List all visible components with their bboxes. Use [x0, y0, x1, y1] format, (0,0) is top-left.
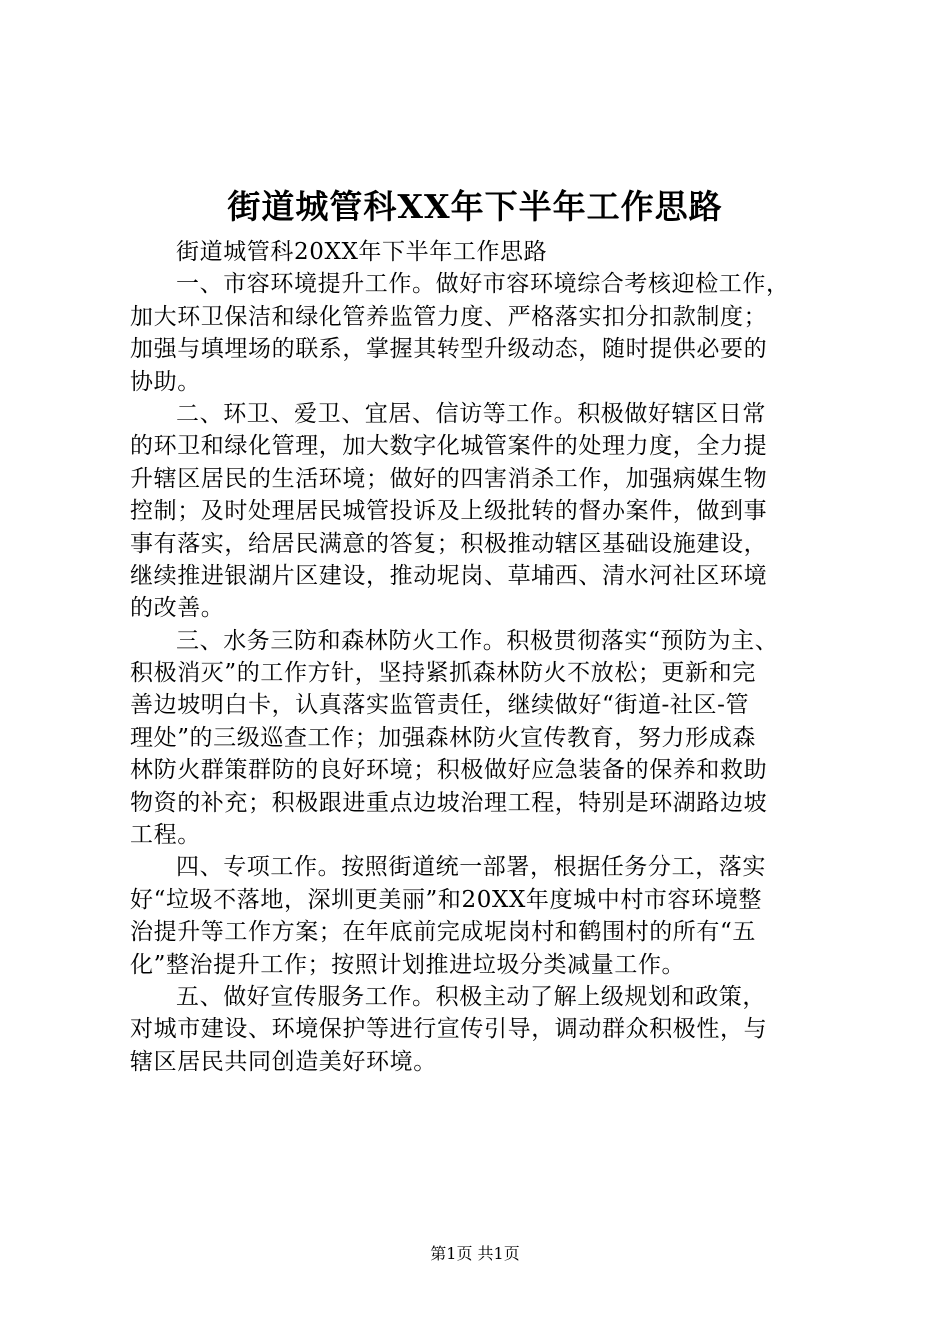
- body-line: 治提升等工作方案；在年底前完成坭岗村和鹤围村的所有“五: [130, 919, 756, 946]
- body-line: 积极消灭”的工作方针，坚持紧抓森林防火不放松；更新和完: [130, 660, 756, 687]
- body-line: 的改善。: [130, 595, 225, 622]
- document-body: [130, 236, 830, 1078]
- body-line: 善边坡明白卡，认真落实监管责任，继续做好“街道-社区-管: [130, 692, 750, 719]
- body-line: 三、水务三防和森林防火工作。积极贯彻落实“预防为主、: [176, 627, 779, 654]
- body-line: 物资的补充；积极跟进重点边坡治理工程，特别是环湖路边坡: [130, 789, 768, 816]
- body-line: 事有落实，给居民满意的答复；积极推动辖区基础设施建设，: [130, 530, 768, 557]
- document-title: 街道城管科XX年下半年工作思路: [227, 187, 723, 226]
- body-line: 加大环卫保洁和绿化管养监管力度、严格落实扣分扣款制度；: [130, 303, 768, 330]
- body-line: 升辖区居民的生活环境；做好的四害消杀工作，加强病媒生物: [130, 465, 768, 492]
- body-line: 理处”的三级巡查工作；加强森林防火宣传教育，努力形成森: [130, 724, 756, 751]
- body-line: 协助。: [130, 368, 201, 395]
- body-line: 加强与填埋场的联系，掌握其转型升级动态，随时提供必要的: [130, 336, 768, 363]
- body-line: 街道城管科20XX年下半年工作思路: [176, 239, 548, 265]
- body-line: 二、环卫、爱卫、宜居、信访等工作。积极做好辖区日常: [176, 400, 766, 427]
- body-line: 化”整治提升工作；按照计划推进垃圾分类减量工作。: [130, 951, 686, 978]
- body-line: 一、市容环境提升工作。做好市容环境综合考核迎检工作，: [176, 271, 790, 298]
- body-line: 控制；及时处理居民城管投诉及上级批转的督办案件，做到事: [130, 498, 768, 525]
- body-line: 林防火群策群防的良好环境；积极做好应急装备的保养和救助: [130, 757, 768, 784]
- page-number-footer: 第1页 共1页: [430, 1244, 520, 1263]
- body-line: 对城市建设、环境保护等进行宣传引导，调动群众积极性，与: [130, 1016, 768, 1043]
- body-line: 五、做好宣传服务工作。积极主动了解上级规划和政策，: [176, 983, 766, 1010]
- body-line: 四、专项工作。按照街道统一部署，根据任务分工，落实: [176, 854, 766, 881]
- body-line: 的环卫和绿化管理，加大数字化城管案件的处理力度，全力提: [130, 433, 768, 460]
- body-line: 辖区居民共同创造美好环境。: [130, 1048, 437, 1075]
- body-line: 继续推进银湖片区建设，推动坭岗、草埔西、清水河社区环境: [130, 562, 768, 589]
- body-line: 好“垃圾不落地，深圳更美丽”和20XX年度城中村市容环境整: [130, 886, 762, 913]
- body-line: 工程。: [130, 822, 201, 849]
